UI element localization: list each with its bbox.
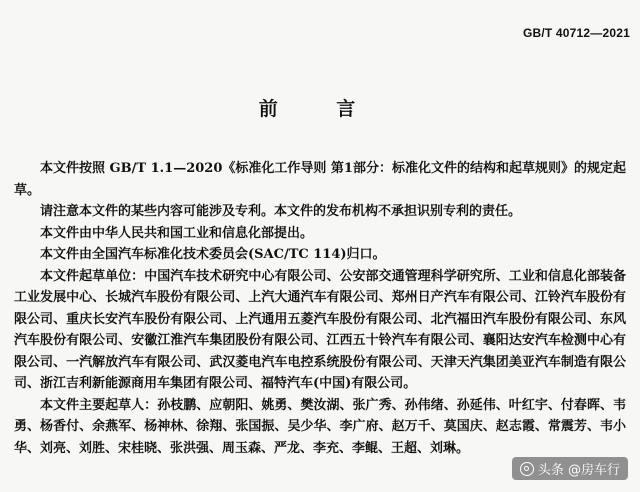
watermark [512, 457, 628, 480]
paragraph-committee: 本文件由全国汽车标准化技术委员会(SAC/TC 114)归口。 [40, 247, 386, 262]
document-body [14, 158, 626, 459]
toutiao-logo-icon [520, 462, 534, 476]
watermark-text: 头条 @房车行 [537, 463, 620, 478]
paragraph-patent-notice: 请注意本文件的某些内容可能涉及专利。本文件的发布机构不承担识别专利的责任。 [40, 204, 522, 219]
page-title: 前 言 [258, 98, 382, 120]
standard-code: GB/T 40712—2021 [522, 26, 630, 40]
paragraph-drafters: 本文件主要起草人：孙枝鹏、应朝阳、姚勇、樊汝湖、张广秀、孙伟绪、孙延伟、叶红宇、付春晖、韦勇、杨香付、余燕军、杨神林、徐翔、张国振、吴少华、李广府、赵万千、莫国庆、赵志霞、常震芳、韦小华、刘亮、刘胜、宋桂晓、张洪强、周玉森、严龙、李充、李鲲、王超、刘琳。 [14, 397, 626, 456]
paragraph-drafting-units: 本文件起草单位：中国汽车技术研究中心有限公司、公安部交通管理科学研究所、工业和信息化部装备工业发展中心、长城汽车股份有限公司、上汽大通汽车有限公司、郑州日产汽车有限公司、江铃汽车股份有限公司、重庆长安汽车股份有限公司、上汽通用五菱汽车股份有限公司、北汽福田汽车股份有限公司、东风汽车股份有限公司、安徽江淮汽车集团股份有限公司、江西五十铃汽车有限公司、襄阳达安汽车检测中心有限公司、一汽解放汽车有限公司、武汉菱电汽车电控系统股份有限公司、天津天汽集团美亚汽车制造有限公司、浙江吉利新能源商用车集团有限公司、福特汽车(中国)有限公司。 [14, 268, 626, 391]
paragraph-proposer: 本文件由中华人民共和国工业和信息化部提出。 [40, 225, 314, 241]
paragraph-drafting-rules: 本文件按照 GB/T 1.1—2020《标准化工作导则 第1部分：标准化文件的结构和起草规则》的规定起草。 [14, 161, 626, 198]
